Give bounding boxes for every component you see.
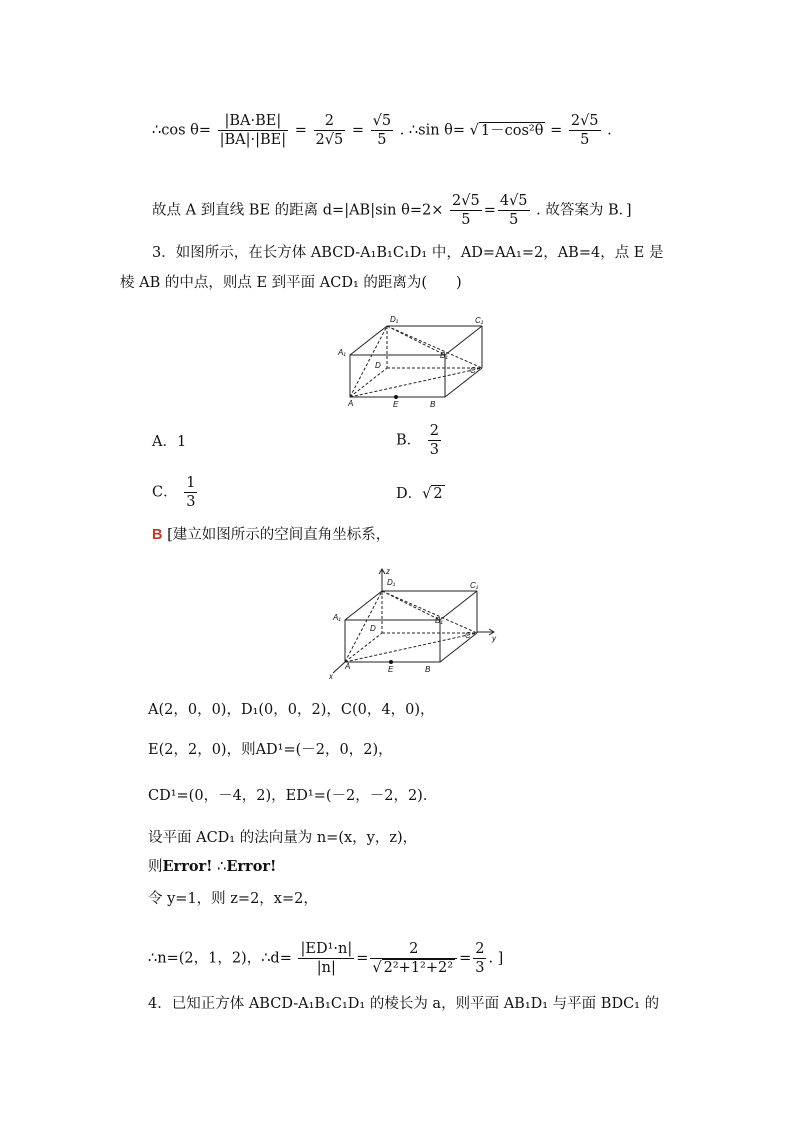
- distance-line: 故点 A 到直线 BE 的距离 d=|AB|sin θ=2× $\frac{2√5}{5}$ = $\frac{4√5}{5}$ . 故答案为 B．]: [152, 193, 632, 228]
- dist-f2-num: 4√5: [499, 193, 528, 209]
- distance-text: 故点 A 到直线 BE 的距离 d=|AB|sin θ=2×: [152, 202, 444, 219]
- therefore-symbol: ∴: [217, 859, 227, 875]
- distance-lead: ∴n=(2，1，2)，∴d=: [148, 950, 292, 967]
- point-e-dot-2: [389, 660, 393, 664]
- label2-d1: D₁: [387, 578, 396, 587]
- error-prefix: 则: [148, 859, 163, 875]
- label2-d: D: [370, 624, 376, 633]
- option-b-den: 3: [429, 442, 439, 458]
- equals: =: [294, 122, 307, 139]
- distance-formula-den: |n|: [298, 958, 354, 977]
- label2-e: E: [388, 665, 394, 674]
- option-b-label: B．: [396, 432, 422, 449]
- label-c: C: [470, 366, 476, 375]
- sqrt-expression: 1－cos²θ: [480, 122, 544, 139]
- label-b1: B₁: [440, 351, 448, 360]
- label-e: E: [393, 400, 399, 409]
- label-b: B: [430, 400, 436, 409]
- label-d: D: [375, 361, 381, 370]
- distance-frac1: [450, 192, 482, 229]
- label-a1: A₁: [338, 348, 346, 357]
- label-d1: D₁: [390, 315, 399, 324]
- frac3-den: 5: [371, 130, 393, 149]
- answer-text: [建立如图所示的空间直角坐标系，: [167, 527, 391, 543]
- axis-y-label: y: [492, 634, 496, 643]
- distance-value-sqrt: 2²+1²+2²: [383, 960, 454, 976]
- axis-x-label: x: [329, 672, 333, 680]
- cos-frac-num: |BA·BE|: [224, 113, 282, 129]
- option-b-fraction: [428, 422, 441, 459]
- label-a: A: [348, 399, 354, 408]
- label-c1: C₁: [475, 316, 484, 325]
- distance-value-num: 2: [409, 941, 419, 957]
- equals: =: [550, 122, 563, 139]
- option-c: [152, 474, 199, 511]
- option-c-label: C．: [152, 484, 178, 501]
- option-c-num: 1: [186, 475, 196, 491]
- error-text-1: Error!: [162, 858, 213, 875]
- solution-coords-2: E(2，2，0)，则AD¹=(－2，0，2)，: [148, 742, 393, 758]
- distance-result-den: 3: [475, 960, 485, 976]
- error-text-2: Error!: [226, 858, 277, 875]
- frac4-den: 5: [569, 130, 601, 149]
- distance-value-frac: [370, 940, 457, 977]
- option-a: A．1: [152, 434, 187, 450]
- label2-b1: B₁: [435, 616, 443, 625]
- label2-c1: C₁: [470, 581, 479, 590]
- option-c-den: 3: [186, 494, 196, 510]
- dist-f2-den: 5: [498, 210, 530, 229]
- cos-frac-den: |BA|·|BE|: [219, 132, 287, 148]
- figure-cuboid-1: [330, 310, 490, 410]
- frac2-num: 2: [324, 113, 334, 129]
- option-d: D．√ 2: [396, 486, 443, 502]
- answer-is-b: . 故答案为 B．]: [536, 202, 632, 219]
- period: .: [607, 122, 612, 139]
- frac-2root5-over-5: [569, 112, 601, 149]
- option-d-value: 2: [433, 486, 443, 502]
- question-4: 4．已知正方体 ABCD-A₁B₁C₁D₁ 的棱长为 a，则平面 AB₁D₁ 与平面 BDC₁ 的: [148, 996, 660, 1012]
- answer-letter: B: [152, 527, 163, 543]
- distance-result-frac: [473, 940, 486, 977]
- frac4-num: 2√5: [570, 113, 599, 129]
- solution-error-line: [148, 857, 276, 877]
- option-d-label: D．: [396, 486, 423, 502]
- solution-normal-vector: 设平面 ACD₁ 的法向量为 n=(x，y，z)，: [148, 830, 418, 846]
- cos-lead: ∴cos θ=: [152, 122, 212, 139]
- question-3-line2: 棱 AB 的中点，则点 E 到平面 ACD₁ 的距离为( ): [120, 275, 462, 291]
- label2-a1: A₁: [333, 613, 341, 622]
- solution-vectors: CD¹=(0，－4，2)，ED¹=(－2，－2，2)．: [148, 788, 438, 804]
- solution-let-y: 令 y=1，则 z=2，x=2，: [148, 891, 318, 907]
- frac-root5-over-5: [371, 112, 393, 149]
- question-3-line1: 3．如图所示，在长方体 ABCD-A₁B₁C₁D₁ 中，AD=AA₁=2，AB=4，点 E 是: [152, 245, 664, 261]
- distance-end: . ]: [488, 950, 504, 967]
- option-c-fraction: [184, 474, 197, 511]
- frac3-num: √5: [372, 113, 392, 129]
- sin-lead: . ∴sin θ=: [399, 122, 466, 139]
- dist-f1-num: 2√5: [451, 193, 480, 209]
- cos-fraction: [218, 112, 289, 149]
- distance-value-den: √ 2²+1²+2²: [370, 958, 457, 977]
- cos-theta-line: ∴cos θ= $\frac{|BA\cdot BE|}{|BA|\cdot|BE|}$ = $\frac{2}{2√5}$ = $\frac{√5}{5}$ . ∴sin θ= √ 1－cos²θ = $\frac{2√5}{5}$ .: [152, 113, 612, 148]
- label2-b: B: [425, 665, 431, 674]
- distance-formula-num: |ED¹·n|: [300, 941, 353, 957]
- frac-2-over-2root5: [314, 112, 346, 149]
- option-b: [396, 422, 443, 459]
- label2-a: A: [345, 662, 351, 671]
- equals: =: [351, 122, 364, 139]
- answer-line: [152, 525, 390, 545]
- solution-distance: ∴n=(2，1，2)，∴d= $\frac{\text{|ED¹·n|}}{|n|}$ = $\frac{2}{\text{√ 2²+1²+2²}}$ = $\frac{2}{3}$ . ]: [148, 941, 504, 976]
- option-b-num: 2: [429, 423, 439, 439]
- point-e-dot: [394, 395, 398, 399]
- dist-f1-den: 5: [450, 210, 482, 229]
- frac2-den: 2√5: [315, 132, 344, 148]
- solution-coords-1: A(2，0，0)，D₁(0，0，2)，C(0，4，0)，: [148, 702, 435, 718]
- distance-frac2: [498, 192, 530, 229]
- label2-c: C: [465, 631, 471, 640]
- distance-result-num: 2: [475, 941, 485, 957]
- axis-z-label: z: [386, 567, 390, 576]
- distance-formula-frac: [298, 940, 354, 977]
- figure-cuboid-2: [325, 565, 500, 680]
